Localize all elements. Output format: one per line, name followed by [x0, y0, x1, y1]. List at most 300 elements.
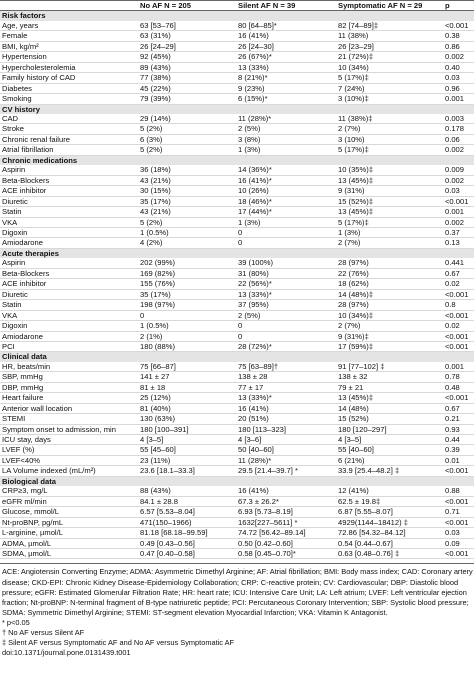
- symptomatic-af-cell: 15 (52%): [336, 414, 443, 424]
- section-title: Acute therapies: [0, 248, 474, 258]
- table-row: [0, 445, 474, 455]
- footnote-line: † No AF versus Silent AF: [2, 628, 85, 638]
- no-af-cell: 84.1 ± 28.8: [138, 496, 236, 506]
- table-row: [0, 186, 474, 196]
- variable-cell: Hypercholesterolemia: [0, 62, 138, 72]
- p-value-cell: 0.02: [443, 321, 474, 331]
- variable-cell: Anterior wall location: [0, 403, 138, 413]
- no-af-cell: 92 (45%): [138, 52, 236, 62]
- p-value-cell: 0.003: [443, 114, 474, 124]
- table-row: [0, 321, 474, 331]
- table-row: [0, 424, 474, 434]
- table-row: [0, 507, 474, 517]
- variable-cell: ACE inhibitor: [0, 279, 138, 289]
- p-value-cell: 0.40: [443, 62, 474, 72]
- variable-cell: Heart failure: [0, 393, 138, 403]
- silent-af-cell: 0.58 [0.45–0.70]*: [236, 549, 336, 559]
- variable-cell: Digoxin: [0, 321, 138, 331]
- p-value-cell: 0.39: [443, 445, 474, 455]
- symptomatic-af-cell: 3 (10%)‡: [336, 94, 443, 104]
- variable-cell: LA Volume indexed (mL/m²): [0, 466, 138, 476]
- silent-af-cell: 80 [64–85]*: [236, 21, 336, 31]
- section-title: Chronic medications: [0, 155, 474, 165]
- p-value-cell: 0.13: [443, 238, 474, 248]
- symptomatic-af-cell: 4 [3–5]: [336, 435, 443, 445]
- silent-af-cell: 14 (36%)*: [236, 165, 336, 175]
- variable-cell: Diuretic: [0, 196, 138, 206]
- symptomatic-af-cell: 138 ± 32: [336, 372, 443, 382]
- variable-cell: ADMA, µmol/L: [0, 538, 138, 548]
- table-row: [0, 31, 474, 41]
- symptomatic-af-cell: 0.63 [0.48–0.76] ‡: [336, 549, 443, 559]
- variable-cell: SDMA, µmol/L: [0, 549, 138, 559]
- symptomatic-af-cell: 14 (48%): [336, 403, 443, 413]
- symptomatic-af-cell: 55 [40–60]: [336, 445, 443, 455]
- no-af-cell: 141 ± 27: [138, 372, 236, 382]
- p-value-cell: 0.86: [443, 41, 474, 51]
- table-row: [0, 83, 474, 93]
- table-row: [0, 21, 474, 31]
- silent-af-cell: 6.93 [5.73–8.19]: [236, 507, 336, 517]
- p-value-cell: <0.001: [443, 331, 474, 341]
- silent-af-cell: 16 (41%): [236, 486, 336, 496]
- table-row: [0, 145, 474, 155]
- symptomatic-af-cell: 15 (52%)‡: [336, 196, 443, 206]
- symptomatic-af-cell: 18 (62%): [336, 279, 443, 289]
- p-value-cell: <0.001: [443, 310, 474, 320]
- symptomatic-af-cell: 14 (48%)‡: [336, 289, 443, 299]
- silent-af-cell: 77 ± 17: [236, 382, 336, 392]
- symptomatic-af-cell: 13 (45%)‡: [336, 393, 443, 403]
- p-value-cell: 0.02: [443, 279, 474, 289]
- footnote-line: ‡ Silent AF versus Symptomatic AF and No AF versus Symptomatic AF: [2, 638, 235, 648]
- variable-cell: LVEF (%): [0, 445, 138, 455]
- no-af-cell: 30 (15%): [138, 186, 236, 196]
- silent-af-cell: 2 (5%): [236, 310, 336, 320]
- p-value-cell: 0.002: [443, 217, 474, 227]
- symptomatic-af-cell: 10 (35%)‡: [336, 165, 443, 175]
- no-af-cell: 43 (21%): [138, 207, 236, 217]
- table-row: [0, 207, 474, 217]
- symptomatic-af-cell: 17 (59%)‡: [336, 341, 443, 351]
- p-value-cell: <0.001: [443, 496, 474, 506]
- header-silent-af: Silent AF N = 39: [236, 1, 336, 11]
- no-af-cell: 79 (39%): [138, 94, 236, 104]
- table-row: [0, 268, 474, 278]
- table-row: [0, 258, 474, 268]
- table-row: [0, 466, 474, 476]
- silent-af-cell: 13 (33%)*: [236, 289, 336, 299]
- table-row: [0, 165, 474, 175]
- table-row: [0, 341, 474, 351]
- silent-af-cell: 67.3 ± 26.2*: [236, 496, 336, 506]
- section-header-row: [0, 11, 474, 21]
- p-value-cell: 0.06: [443, 134, 474, 144]
- no-af-cell: 0.47 [0.40–0.58]: [138, 549, 236, 559]
- silent-af-cell: 8 (21%)*: [236, 73, 336, 83]
- table-row: [0, 41, 474, 51]
- p-value-cell: 0.67: [443, 403, 474, 413]
- table-row: [0, 517, 474, 527]
- p-value-cell: 0.48: [443, 382, 474, 392]
- variable-cell: Beta-Blockers: [0, 268, 138, 278]
- footnotes: [0, 563, 474, 658]
- no-af-cell: 169 (82%): [138, 268, 236, 278]
- section-title: Biological data: [0, 476, 474, 486]
- symptomatic-af-cell: 62.5 ± 19.8‡: [336, 496, 443, 506]
- symptomatic-af-cell: 10 (34%)‡: [336, 310, 443, 320]
- silent-af-cell: 28 (72%)*: [236, 341, 336, 351]
- symptomatic-af-cell: 5 (17%)‡: [336, 73, 443, 83]
- symptomatic-af-cell: 5 (17%)‡: [336, 145, 443, 155]
- table-row: [0, 414, 474, 424]
- p-value-cell: <0.001: [443, 517, 474, 527]
- section-title: CV history: [0, 104, 474, 114]
- silent-af-cell: 74.72 [56.42–89.14]: [236, 528, 336, 538]
- silent-af-cell: 22 (56%)*: [236, 279, 336, 289]
- variable-cell: DBP, mmHg: [0, 382, 138, 392]
- symptomatic-af-cell: 26 [23–29]: [336, 41, 443, 51]
- variable-cell: eGFR ml/min: [0, 496, 138, 506]
- symptomatic-af-cell: 28 (97%): [336, 258, 443, 268]
- no-af-cell: 29 (14%): [138, 114, 236, 124]
- no-af-cell: 63 (31%): [138, 31, 236, 41]
- no-af-cell: 180 (88%): [138, 341, 236, 351]
- no-af-cell: 77 (38%): [138, 73, 236, 83]
- variable-cell: CAD: [0, 114, 138, 124]
- variable-cell: Statin: [0, 300, 138, 310]
- p-value-cell: 0.93: [443, 424, 474, 434]
- p-value-cell: 0.88: [443, 486, 474, 496]
- symptomatic-af-cell: 6.87 [5.55–8.07]: [336, 507, 443, 517]
- no-af-cell: 1 (0.5%): [138, 321, 236, 331]
- symptomatic-af-cell: 10 (34%): [336, 62, 443, 72]
- no-af-cell: 88 (43%): [138, 486, 236, 496]
- symptomatic-af-cell: 2 (7%): [336, 124, 443, 134]
- silent-af-cell: 31 (80%): [236, 268, 336, 278]
- table-row: [0, 455, 474, 465]
- no-af-cell: 4 [3–5]: [138, 435, 236, 445]
- silent-af-cell: 0: [236, 331, 336, 341]
- no-af-cell: 180 [100–391]: [138, 424, 236, 434]
- no-af-cell: 55 [45–60]: [138, 445, 236, 455]
- symptomatic-af-cell: 12 (41%): [336, 486, 443, 496]
- no-af-cell: 81 (40%): [138, 403, 236, 413]
- footnote-line: doi:10.1371/journal.pone.0131439.t001: [2, 648, 131, 658]
- p-value-cell: 0.03: [443, 73, 474, 83]
- silent-af-cell: 1 (3%): [236, 145, 336, 155]
- p-value-cell: <0.001: [443, 549, 474, 559]
- silent-af-cell: 29.5 [21.4–39.7] *: [236, 466, 336, 476]
- symptomatic-af-cell: 2 (7%): [336, 321, 443, 331]
- table-row: [0, 372, 474, 382]
- variable-cell: Female: [0, 31, 138, 41]
- silent-af-cell: 39 (100%): [236, 258, 336, 268]
- symptomatic-af-cell: 91 [77–102] ‡: [336, 362, 443, 372]
- p-value-cell: 0.8: [443, 300, 474, 310]
- table-row: [0, 62, 474, 72]
- variable-cell: Diabetes: [0, 83, 138, 93]
- table-row: [0, 486, 474, 496]
- silent-af-cell: 11 (28%)*: [236, 114, 336, 124]
- silent-af-cell: 180 [113–323]: [236, 424, 336, 434]
- p-value-cell: 0.01: [443, 455, 474, 465]
- table-row: [0, 279, 474, 289]
- silent-af-cell: 37 (95%): [236, 300, 336, 310]
- no-af-cell: 25 (12%): [138, 393, 236, 403]
- silent-af-cell: 1632[227–5611] *: [236, 517, 336, 527]
- p-value-cell: <0.001: [443, 21, 474, 31]
- variable-cell: STEMI: [0, 414, 138, 424]
- table-row: [0, 435, 474, 445]
- variable-cell: Amiodarone: [0, 238, 138, 248]
- table-row: [0, 496, 474, 506]
- symptomatic-af-cell: 28 (97%): [336, 300, 443, 310]
- p-value-cell: 0.67: [443, 268, 474, 278]
- variable-cell: ICU stay, days: [0, 435, 138, 445]
- symptomatic-af-cell: 4929(1144–18412) ‡: [336, 517, 443, 527]
- table-body: [0, 11, 474, 559]
- symptomatic-af-cell: 1 (3%): [336, 227, 443, 237]
- no-af-cell: 5 (2%): [138, 124, 236, 134]
- table-row: [0, 403, 474, 413]
- table-row: [0, 52, 474, 62]
- p-value-cell: <0.001: [443, 196, 474, 206]
- no-af-cell: 130 (63%): [138, 414, 236, 424]
- no-af-cell: 202 (99%): [138, 258, 236, 268]
- no-af-cell: 36 (18%): [138, 165, 236, 175]
- section-header-row: [0, 248, 474, 258]
- no-af-cell: 6 (3%): [138, 134, 236, 144]
- p-value-cell: <0.001: [443, 341, 474, 351]
- header-row: [0, 1, 474, 11]
- section-header-row: [0, 352, 474, 362]
- variable-cell: Glucose, mmol/L: [0, 507, 138, 517]
- symptomatic-af-cell: 13 (45%)‡: [336, 207, 443, 217]
- table-row: [0, 196, 474, 206]
- table-row: [0, 528, 474, 538]
- variable-cell: Hypertension: [0, 52, 138, 62]
- symptomatic-af-cell: 11 (38%)‡: [336, 114, 443, 124]
- silent-af-cell: 0: [236, 238, 336, 248]
- p-value-cell: 0.441: [443, 258, 474, 268]
- p-value-cell: <0.001: [443, 289, 474, 299]
- header-no-af: No AF N = 205: [138, 1, 236, 11]
- no-af-cell: 35 (17%): [138, 289, 236, 299]
- no-af-cell: 35 (17%): [138, 196, 236, 206]
- symptomatic-af-cell: 5 (17%)‡: [336, 217, 443, 227]
- silent-af-cell: 6 (15%)*: [236, 94, 336, 104]
- table-row: [0, 310, 474, 320]
- p-value-cell: <0.001: [443, 466, 474, 476]
- no-af-cell: 5 (2%): [138, 145, 236, 155]
- table-row: [0, 94, 474, 104]
- no-af-cell: 4 (2%): [138, 238, 236, 248]
- section-title: Risk factors: [0, 11, 474, 21]
- silent-af-cell: 3 (8%): [236, 134, 336, 144]
- silent-af-cell: 0.50 [0.42–0.60]: [236, 538, 336, 548]
- symptomatic-af-cell: 9 (31%)‡: [336, 331, 443, 341]
- silent-af-cell: 2 (5%): [236, 124, 336, 134]
- no-af-cell: 6.57 [5.53–8.04]: [138, 507, 236, 517]
- table-row: [0, 393, 474, 403]
- variable-cell: Statin: [0, 207, 138, 217]
- p-value-cell: 0.21: [443, 414, 474, 424]
- p-value-cell: 0.44: [443, 435, 474, 445]
- p-value-cell: 0.001: [443, 362, 474, 372]
- symptomatic-af-cell: 82 [74–89]‡: [336, 21, 443, 31]
- silent-af-cell: 17 (44%)*: [236, 207, 336, 217]
- symptomatic-af-cell: 21 (72%)‡: [336, 52, 443, 62]
- variable-cell: L-arginine, µmol/L: [0, 528, 138, 538]
- p-value-cell: 0.78: [443, 372, 474, 382]
- no-af-cell: 23 (11%): [138, 455, 236, 465]
- no-af-cell: 63 [53–76]: [138, 21, 236, 31]
- p-value-cell: 0.002: [443, 52, 474, 62]
- section-header-row: [0, 104, 474, 114]
- variable-cell: PCI: [0, 341, 138, 351]
- table-row: [0, 289, 474, 299]
- header-p-value: p: [443, 1, 474, 11]
- variable-cell: SBP, mmHg: [0, 372, 138, 382]
- p-value-cell: 0.001: [443, 207, 474, 217]
- silent-af-cell: 0: [236, 227, 336, 237]
- no-af-cell: 1 (0.5%): [138, 227, 236, 237]
- symptomatic-af-cell: 11 (38%): [336, 31, 443, 41]
- no-af-cell: 2 (1%): [138, 331, 236, 341]
- p-value-cell: 0.178: [443, 124, 474, 134]
- header-symptomatic-af: Symptomatic AF N = 29: [336, 1, 443, 11]
- silent-af-cell: 9 (23%): [236, 83, 336, 93]
- symptomatic-af-cell: 2 (7%): [336, 238, 443, 248]
- variable-cell: Chronic renal failure: [0, 134, 138, 144]
- symptomatic-af-cell: 72.86 [54.32–84.12]: [336, 528, 443, 538]
- p-value-cell: 0.37: [443, 227, 474, 237]
- variable-cell: Digoxin: [0, 227, 138, 237]
- no-af-cell: 198 (97%): [138, 300, 236, 310]
- table-row: [0, 382, 474, 392]
- header-variable: [0, 1, 138, 11]
- variable-cell: Diuretic: [0, 289, 138, 299]
- variable-cell: HR, beats/min: [0, 362, 138, 372]
- silent-af-cell: 75 [63–89]†: [236, 362, 336, 372]
- variable-cell: Aspirin: [0, 165, 138, 175]
- table-row: [0, 124, 474, 134]
- p-value-cell: 0.03: [443, 186, 474, 196]
- p-value-cell: 0.001: [443, 94, 474, 104]
- variable-cell: CRP≥3, mg/L: [0, 486, 138, 496]
- no-af-cell: 471(150–1966): [138, 517, 236, 527]
- variable-cell: Amiodarone: [0, 331, 138, 341]
- variable-cell: LVEF<40%: [0, 455, 138, 465]
- p-value-cell: 0.03: [443, 528, 474, 538]
- variable-cell: BMI, kg/m²: [0, 41, 138, 51]
- no-af-cell: 0.49 [0.43–0.56]: [138, 538, 236, 548]
- symptomatic-af-cell: 9 (31%): [336, 186, 443, 196]
- variable-cell: Age, years: [0, 21, 138, 31]
- footnote-line: ACE: Angiotensin Converting Enzyme; ADMA: Asymmetric Dimethyl Arginine; AF: Atrial fibrillation; BMI: Body mass index; CAD: Coronary artery disease; CKD-EPI: Chronic Kidney Disease-Epidemiology Collaboration; CRP: C-reactive protein; CV: Cardiovascular; DBP: Diastolic blood pressure; eGFR: Estimated Glomerular Filtration Rate; HR: heart rate; ICU: Intensive Care Unit; LA: Left atrium; LVEF: Left ventricular ejection fraction; Nt-proBNP: N-terminal fragment of B-type natriuretic peptide; PCI: Percutaneous Coronary Intervention; SBP: Systolic blood pressure; SDMA: Symmetric Dimethyl Arginine; STEMI: ST-segment elevation Myocardial Infarction; VKA: Vitamin K Antagonist.: [2, 567, 473, 617]
- table-row: [0, 238, 474, 248]
- table-row: [0, 227, 474, 237]
- variable-cell: Stroke: [0, 124, 138, 134]
- no-af-cell: 0: [138, 310, 236, 320]
- variable-cell: ACE inhibitor: [0, 186, 138, 196]
- silent-af-cell: 18 (46%)*: [236, 196, 336, 206]
- table-row: [0, 362, 474, 372]
- symptomatic-af-cell: 180 [120–297]: [336, 424, 443, 434]
- silent-af-cell: 13 (33%)*: [236, 393, 336, 403]
- silent-af-cell: 4 [3–6]: [236, 435, 336, 445]
- p-value-cell: 0.71: [443, 507, 474, 517]
- no-af-cell: 26 [24–29]: [138, 41, 236, 51]
- symptomatic-af-cell: 13 (45%)‡: [336, 175, 443, 185]
- silent-af-cell: 138 ± 28: [236, 372, 336, 382]
- table-row: [0, 300, 474, 310]
- silent-af-cell: 13 (33%): [236, 62, 336, 72]
- no-af-cell: 45 (22%): [138, 83, 236, 93]
- silent-af-cell: 26 (67%)*: [236, 52, 336, 62]
- section-header-row: [0, 155, 474, 165]
- silent-af-cell: 0: [236, 321, 336, 331]
- silent-af-cell: 50 [40–60]: [236, 445, 336, 455]
- no-af-cell: 89 (43%): [138, 62, 236, 72]
- variable-cell: Beta-Blockers: [0, 175, 138, 185]
- symptomatic-af-cell: 22 (76%): [336, 268, 443, 278]
- p-value-cell: 0.002: [443, 175, 474, 185]
- variable-cell: Family history of CAD: [0, 73, 138, 83]
- p-value-cell: 0.09: [443, 538, 474, 548]
- symptomatic-af-cell: 79 ± 21: [336, 382, 443, 392]
- variable-cell: VKA: [0, 310, 138, 320]
- variable-cell: Nt-proBNP, pg/mL: [0, 517, 138, 527]
- no-af-cell: 43 (21%): [138, 175, 236, 185]
- symptomatic-af-cell: 7 (24%): [336, 83, 443, 93]
- silent-af-cell: 1 (3%): [236, 217, 336, 227]
- no-af-cell: 23.6 [18.1–33.3]: [138, 466, 236, 476]
- p-value-cell: 0.96: [443, 83, 474, 93]
- table-row: [0, 217, 474, 227]
- no-af-cell: 81.18 [68.18–99.59]: [138, 528, 236, 538]
- silent-af-cell: 26 [24–30]: [236, 41, 336, 51]
- variable-cell: Atrial fibrillation: [0, 145, 138, 155]
- variable-cell: VKA: [0, 217, 138, 227]
- silent-af-cell: 11 (28%)*: [236, 455, 336, 465]
- table-row: [0, 134, 474, 144]
- table-row: [0, 175, 474, 185]
- table-row: [0, 331, 474, 341]
- table-row: [0, 114, 474, 124]
- symptomatic-af-cell: 6 (21%): [336, 455, 443, 465]
- silent-af-cell: 16 (41%): [236, 31, 336, 41]
- p-value-cell: <0.001: [443, 393, 474, 403]
- no-af-cell: 5 (2%): [138, 217, 236, 227]
- p-value-cell: 0.002: [443, 145, 474, 155]
- silent-af-cell: 10 (26%): [236, 186, 336, 196]
- table-row: [0, 549, 474, 559]
- silent-af-cell: 16 (41%)*: [236, 175, 336, 185]
- section-header-row: [0, 476, 474, 486]
- symptomatic-af-cell: 0.54 [0.44–0.67]: [336, 538, 443, 548]
- no-af-cell: 81 ± 18: [138, 382, 236, 392]
- no-af-cell: 75 [66–87]: [138, 362, 236, 372]
- symptomatic-af-cell: 33.9 [25.4–48.2] ‡: [336, 466, 443, 476]
- no-af-cell: 155 (76%): [138, 279, 236, 289]
- silent-af-cell: 20 (51%): [236, 414, 336, 424]
- variable-cell: Smoking: [0, 94, 138, 104]
- table-row: [0, 538, 474, 548]
- p-value-cell: 0.009: [443, 165, 474, 175]
- variable-cell: Symptom onset to admission, min: [0, 424, 138, 434]
